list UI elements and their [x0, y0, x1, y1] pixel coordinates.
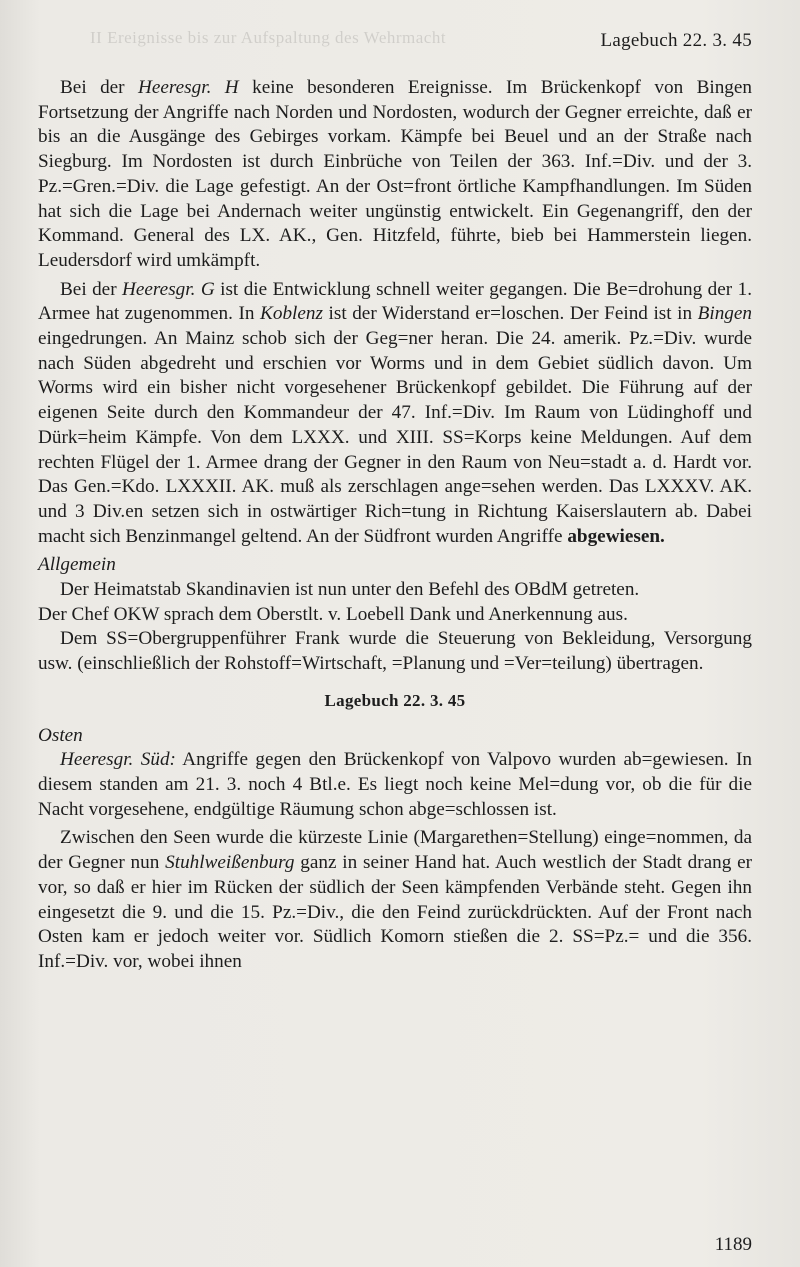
section-label-allgemein: Allgemein [38, 554, 116, 576]
emphasis: abgewiesen. [567, 525, 665, 547]
paragraph-chef-okw: Der Chef OKW sprach dem Oberstlt. v. Loebell Dank und Anerkennung aus. [38, 603, 628, 625]
place-name: Koblenz [260, 303, 323, 325]
page-number: 1189 [714, 1234, 752, 1255]
place-name: Stuhlweißenburg [165, 852, 295, 874]
unit-name: Heeresgr. G [122, 278, 215, 300]
page-body [38, 76, 752, 975]
paragraph-frank: Dem SS=Obergruppenführer Frank wurde die Steuerung von Bekleidung, Versorgung usw. (einschließlich der Rohstoff=Wirtschaft, =Planung und =Ver=teilung) übertragen. [38, 628, 752, 675]
unit-name: Heeresgr. Süd: [60, 749, 176, 771]
unit-name: Heeresgr. H [138, 77, 239, 98]
paragraph-heeresgr-g: Bei der Heeresgr. G ist die Entwicklung schnell weiter gegangen. Die Be=drohung der 1. Armee hat zugenommen. In Koblenz ist der Widerstand er=loschen. Der Feind ist in Bingen eingedrungen. An Mainz schob sich der Geg=ner heran. Die 24. amerik. Pz.=Div. wurde nach Süden abgedreht und erschien vor Worms und in dem Gebiet südlich davon. Um Worms wird ein bisher nicht vorgesehener Brückenkopf gebildet. Die Führung auf der eigenen Seite durch den Kommandeur der 47. Inf.=Div. Im Raum von Lüdinghoff und Dürk=heim Kämpfe. Von dem LXXX. und XIII. SS=Korps keine Meldungen. Auf dem rechten Flügel der 1. Armee drang der Gegner in den Raum von Neu=stadt a. d. Hardt vor. Das Gen.=Kdo. LXXXII. AK. muß als zerschlagen ange=sehen werden. Das LXXXV. AK. und 3 Div.en setzen sich in ostwärtiger Rich=tung in Richtung Kaiserslautern ab. Dabei macht sich Benzinmangel geltend. An der Südfront wurden Angriffe abgewiesen. [38, 278, 752, 547]
paragraph-heeresgr-h: Bei der Heeresgr. H keine besonderen Ereignisse. Im Brückenkopf von Bingen Fortsetzung der Angriffe nach Norden und Nordosten, wodurch der Gegner erreichte, daß er bis an die Ausgänge des Gebirges vorkam. Kämpfe bei Beuel und an der Straße nach Siegburg. Im Nordosten ist durch Einbrüche von Teilen der 363. Inf.=Div. und der 3. Pz.=Gren.=Div. die Lage gefestigt. An der Ost=front örtliche Kampfhandlungen. Im Süden hat sich die Lage bei Andernach weiter ungünstig entwickelt. Ein Gegenangriff, den der Kommand. General des LX. AK., Gen. Hitzfeld, führte, bieb bei Hammerstein liegen. Leudersdorf wird umkämpft. [38, 77, 753, 271]
paragraph-heimatstab: Der Heimatstab Skandinavien ist nun unter den Befehl des OBdM getreten. [60, 579, 640, 601]
section-heading: Lagebuch 22. 3. 45 [324, 690, 466, 710]
place-name: Bingen [697, 303, 752, 325]
paragraph-seen: Zwischen den Seen wurde die kürzeste Linie (Margarethen=Stellung) einge=nommen, da der Gegner nun Stuhlweißenburg ganz in seiner Hand hat. Auch westlich der Stadt drang er vor, so daß er hier im Rücken der südlich der Seen kämpfenden Verbände steht. Gegen ihn eingesetzt die 9. und die 15. Pz.=Div., die den Feind zurückdrückten. Auf der Front nach Osten kam er jedoch weiter vor. Südlich Komorn stießen die 2. SS=Pz.= und die 356. Inf.=Div. vor, wobei ihnen [38, 827, 752, 972]
running-head: Lagebuch 22. 3. 45 [600, 30, 752, 51]
section-label-osten: Osten [38, 724, 83, 746]
paragraph-heeresgr-sued: Heeresgr. Süd: Angriffe gegen den Brückenkopf von Valpovo wurden ab=gewiesen. In diesem standen am 21. 3. noch 4 Btl.e. Es liegt noch keine Mel=dung vor, ob die für die Nacht vorgesehene, endgültige Räumung schon abge=schlossen ist. [38, 749, 752, 820]
bleed-through-text: II Ereignisse bis zur Aufspaltung des Wehrmacht [90, 28, 447, 47]
